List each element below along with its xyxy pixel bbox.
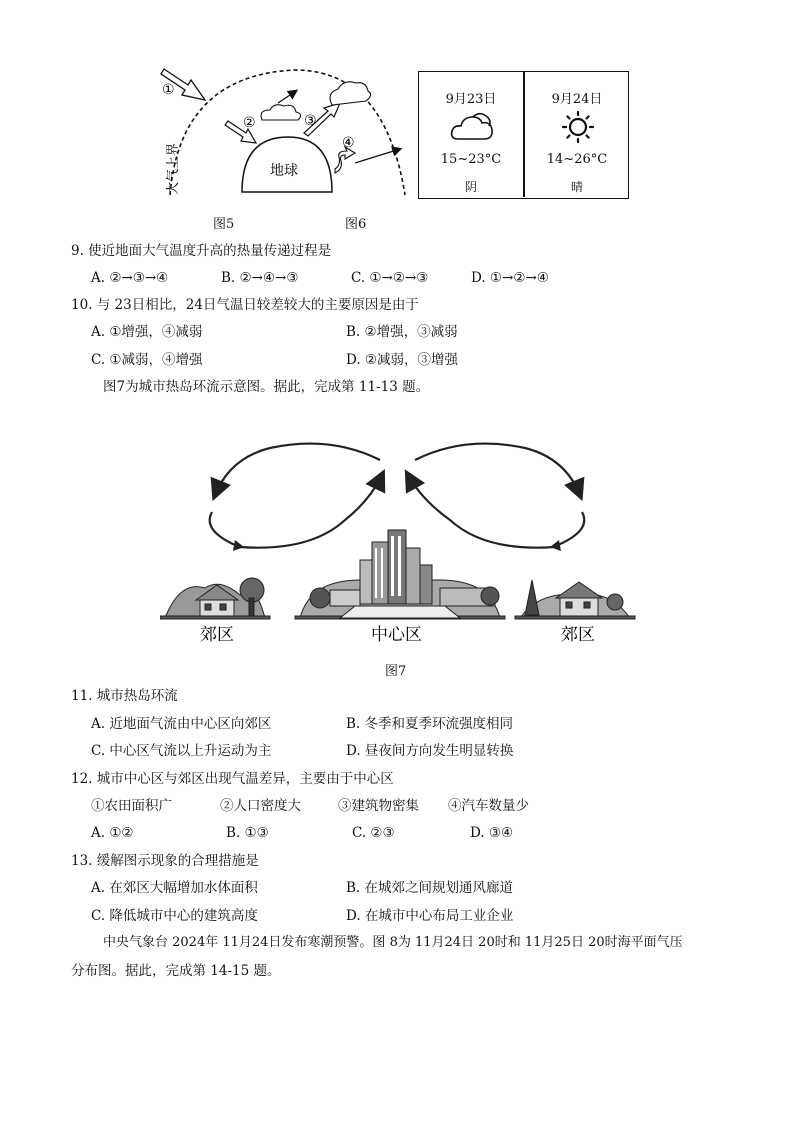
earth-label: 地球 <box>270 163 298 179</box>
intro-figure-8-line-1: 中央气象台 2024年 11月24日发布寒潮预警。图 8为 11月24日 20时和 11月25日 20时海平面气压 <box>103 935 683 950</box>
atmosphere-label: 大气上界 <box>166 142 181 195</box>
city-center-scene <box>295 530 505 619</box>
q9-option-c[interactable]: C. ①→②→③ <box>351 270 429 286</box>
question-9-stem: 9. 使近地面大气温度升高的热量传递过程是 <box>71 243 332 259</box>
q11-option-a[interactable]: A. 近地面气流由中心区向郊区 <box>91 716 272 732</box>
figure-6-weather-box <box>418 71 629 199</box>
q11-option-b[interactable]: B. 冬季和夏季环流强度相同 <box>346 716 514 732</box>
date-label: 9月23日 <box>445 92 497 107</box>
q11-option-c[interactable]: C. 中心区气流以上升运动为主 <box>91 743 272 759</box>
q13-option-c[interactable]: C. 降低城市中心的建筑高度 <box>91 908 258 924</box>
cloud-icon <box>450 112 494 142</box>
q13-option-a[interactable]: A. 在郊区大幅增加水体面积 <box>91 880 258 896</box>
figure-5-caption: 图5 <box>213 217 235 232</box>
date-label: 9月24日 <box>551 92 603 107</box>
label-right-suburb: 郊区 <box>561 625 595 645</box>
q9-option-a[interactable]: A. ②→③→④ <box>91 270 169 286</box>
q13-option-b[interactable]: B. 在城郊之间规划通风廊道 <box>346 880 514 896</box>
q11-option-d[interactable]: D. 昼夜间方向发生明显转换 <box>346 743 514 759</box>
q9-option-b[interactable]: B. ②→④→③ <box>221 270 299 286</box>
label-left-suburb: 郊区 <box>200 625 234 645</box>
temp-range: 14~26°C <box>546 152 608 167</box>
figure-7-heat-island-diagram <box>160 430 640 645</box>
q10-option-c[interactable]: C. ①减弱，④增强 <box>91 352 203 368</box>
question-12-stem: 12. 城市中心区与郊区出现气温差异，主要由于中心区 <box>71 771 394 787</box>
marker-3: ③ <box>304 113 317 129</box>
q12-option-d[interactable]: D. ③④ <box>470 825 514 841</box>
flow-arrow-left-bottom <box>240 475 382 548</box>
sun-icon <box>561 110 595 144</box>
q10-option-b[interactable]: B. ②增强，③减弱 <box>346 324 458 340</box>
intro-figure-8-line-2: 分布图。据此，完成第 14-15 题。 <box>71 963 281 979</box>
intro-figure-7: 图7为城市热岛环流示意图。据此，完成第 11-13 题。 <box>103 379 430 395</box>
marker-1: ① <box>162 82 175 98</box>
flow-arrow-right-top <box>415 444 580 495</box>
q12-item-4: ④汽车数量少 <box>448 798 529 814</box>
question-10-stem: 10. 与 23日相比，24日气温日较差较大的主要原因是由于 <box>71 297 419 313</box>
weather-label: 晴 <box>570 180 583 194</box>
q12-item-1: ①农田面积广 <box>91 798 172 814</box>
right-suburb-scene <box>515 580 635 619</box>
q10-option-d[interactable]: D. ②减弱，③增强 <box>346 352 459 368</box>
cloud-top <box>330 82 371 105</box>
q13-option-d[interactable]: D. 在城市中心布局工业企业 <box>346 908 514 924</box>
weather-day-2 <box>525 72 629 197</box>
label-city-center: 中心区 <box>371 625 422 645</box>
flow-arrow-left-side <box>210 512 235 545</box>
marker-2: ② <box>243 115 256 131</box>
q12-option-a[interactable]: A. ①② <box>91 825 134 841</box>
flow-arrow-right-bottom <box>408 475 555 548</box>
figure-6-caption: 图6 <box>345 217 367 232</box>
figure-7-caption: 图7 <box>385 664 407 679</box>
q10-option-a[interactable]: A. ①增强，④减弱 <box>91 324 203 340</box>
q12-item-3: ③建筑物密集 <box>338 798 419 814</box>
q12-option-c[interactable]: C. ②③ <box>352 825 395 841</box>
q12-item-2: ②人口密度大 <box>220 798 301 814</box>
temp-range: 15~23°C <box>440 152 502 167</box>
q9-option-d[interactable]: D. ①→②→④ <box>471 270 549 286</box>
weather-day-1 <box>419 72 523 197</box>
cloud-shape <box>261 105 301 120</box>
q12-option-b[interactable]: B. ①③ <box>226 825 269 841</box>
question-13-stem: 13. 缓解图示现象的合理措施是 <box>71 853 259 869</box>
marker-4: ④ <box>342 135 355 151</box>
flow-arrow-left-top <box>215 444 380 495</box>
question-11-stem: 11. 城市热岛环流 <box>71 688 178 704</box>
flow-arrow-right-side <box>558 512 584 545</box>
weather-label: 阴 <box>464 180 477 194</box>
figure-5-diagram <box>150 55 410 205</box>
left-suburb-scene <box>160 578 270 619</box>
